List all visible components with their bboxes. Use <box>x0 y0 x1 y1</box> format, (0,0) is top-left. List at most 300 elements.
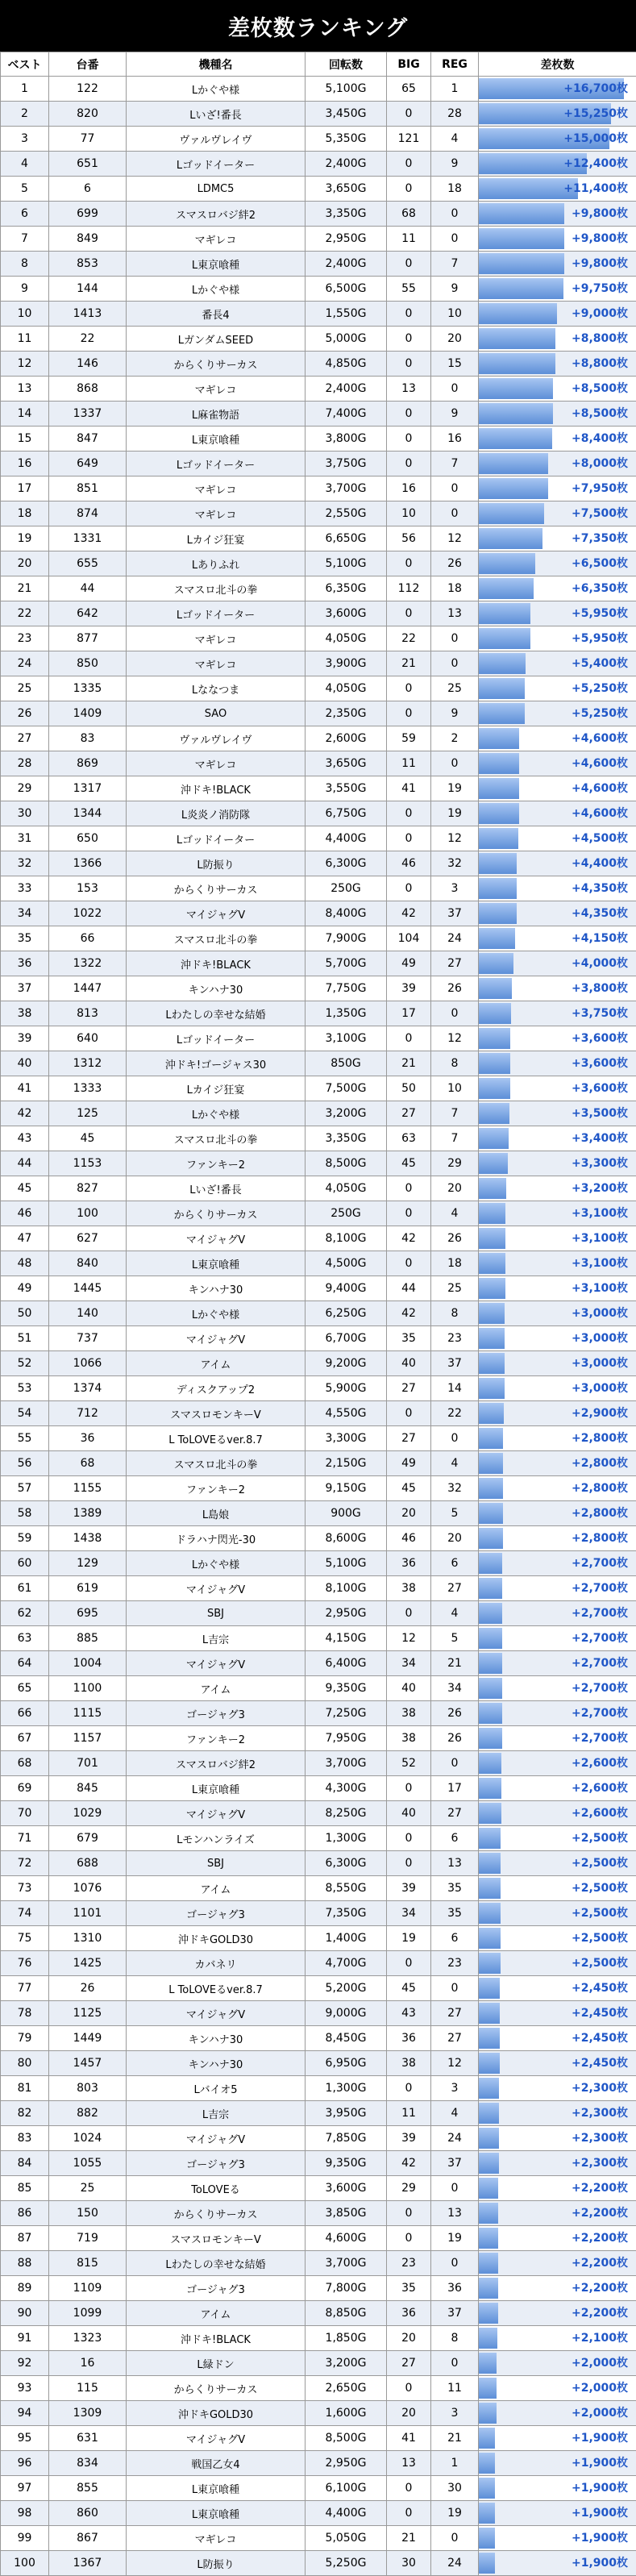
table-row <box>1 1451 636 1476</box>
game-name-cell: ディスクアップ2 <box>127 1376 306 1401</box>
machine-number-cell: 882 <box>49 2101 127 2126</box>
machine-number-cell: 1155 <box>49 1476 127 1501</box>
diff-value: +2,200枚 <box>480 2276 634 2300</box>
rank-cell: 46 <box>1 1201 49 1226</box>
reg-count-cell: 8 <box>431 1301 479 1326</box>
machine-number-cell: 1055 <box>49 2151 127 2176</box>
machine-number-cell: 77 <box>49 127 127 152</box>
reg-count-cell: 19 <box>431 801 479 826</box>
rank-cell: 70 <box>1 1801 49 1826</box>
reg-count-cell: 8 <box>431 1051 479 1076</box>
diff-cell <box>479 1476 636 1501</box>
machine-number-cell: 1389 <box>49 1501 127 1526</box>
rank-cell: 54 <box>1 1401 49 1426</box>
machine-number-cell: 122 <box>49 77 127 102</box>
machine-number-cell: 855 <box>49 2476 127 2501</box>
table-row <box>1 2551 636 2576</box>
game-name-cell: 番長4 <box>127 302 306 327</box>
diff-value: +2,100枚 <box>480 2326 634 2350</box>
ranking-body <box>1 77 636 2576</box>
game-name-cell: Lバイオ5 <box>127 2076 306 2101</box>
table-row <box>1 1876 636 1901</box>
big-count-cell: 27 <box>387 1376 431 1401</box>
reg-count-cell: 27 <box>431 2026 479 2051</box>
table-row <box>1 2126 636 2151</box>
rank-cell: 42 <box>1 1101 49 1126</box>
table-row <box>1 227 636 252</box>
rank-cell: 16 <box>1 452 49 476</box>
diff-cell <box>479 352 636 377</box>
spins-cell: 1,300G <box>306 1826 387 1851</box>
spins-cell: 4,700G <box>306 1951 387 1976</box>
diff-cell <box>479 2376 636 2401</box>
diff-cell <box>479 1751 636 1776</box>
rank-cell: 75 <box>1 1926 49 1951</box>
game-name-cell: スマスロバジ絆2 <box>127 202 306 227</box>
machine-number-cell: 125 <box>49 1101 127 1126</box>
table-row <box>1 302 636 327</box>
machine-number-cell: 1374 <box>49 1376 127 1401</box>
big-count-cell: 0 <box>387 302 431 327</box>
table-row <box>1 2226 636 2251</box>
big-count-cell: 42 <box>387 1301 431 1326</box>
big-count-cell: 45 <box>387 1976 431 2001</box>
big-count-cell: 46 <box>387 1526 431 1551</box>
big-count-cell: 0 <box>387 452 431 476</box>
machine-number-cell: 640 <box>49 1026 127 1051</box>
machine-number-cell: 1366 <box>49 851 127 876</box>
diff-cell <box>479 1776 636 1801</box>
rank-cell: 23 <box>1 626 49 651</box>
rank-cell: 19 <box>1 526 49 551</box>
big-count-cell: 55 <box>387 277 431 302</box>
spins-cell: 7,500G <box>306 1076 387 1101</box>
table-row <box>1 926 636 951</box>
big-count-cell: 19 <box>387 1926 431 1951</box>
diff-cell <box>479 2551 636 2576</box>
game-name-cell: ゴージャグ3 <box>127 1701 306 1726</box>
spins-cell: 4,600G <box>306 2226 387 2251</box>
spins-cell: 9,000G <box>306 2001 387 2026</box>
machine-number-cell: 650 <box>49 826 127 851</box>
spins-cell: 9,350G <box>306 1676 387 1701</box>
game-name-cell: Lいざ!番長 <box>127 1176 306 1201</box>
machine-number-cell: 619 <box>49 1576 127 1601</box>
rank-cell: 71 <box>1 1826 49 1851</box>
big-count-cell: 10 <box>387 501 431 526</box>
reg-count-cell: 4 <box>431 1451 479 1476</box>
reg-count-cell: 17 <box>431 1776 479 1801</box>
diff-cell <box>479 2301 636 2326</box>
rank-cell: 60 <box>1 1551 49 1576</box>
rank-cell: 73 <box>1 1876 49 1901</box>
rank-cell: 32 <box>1 851 49 876</box>
machine-number-cell: 1438 <box>49 1526 127 1551</box>
reg-count-cell: 0 <box>431 202 479 227</box>
diff-cell <box>479 526 636 551</box>
rank-cell: 56 <box>1 1451 49 1476</box>
diff-cell <box>479 2076 636 2101</box>
machine-number-cell: 1125 <box>49 2001 127 2026</box>
game-name-cell: L防振り <box>127 851 306 876</box>
spins-cell: 4,050G <box>306 1176 387 1201</box>
spins-cell: 4,400G <box>306 826 387 851</box>
machine-number-cell: 36 <box>49 1426 127 1451</box>
game-name-cell: ファンキー2 <box>127 1476 306 1501</box>
rank-cell: 100 <box>1 2551 49 2576</box>
spins-cell: 8,500G <box>306 2426 387 2451</box>
machine-number-cell: 25 <box>49 2176 127 2201</box>
big-count-cell: 0 <box>387 826 431 851</box>
big-count-cell: 43 <box>387 2001 431 2026</box>
diff-value: +5,950枚 <box>480 601 634 626</box>
diff-value: +2,600枚 <box>480 1801 634 1825</box>
diff-cell <box>479 1451 636 1476</box>
rank-cell: 91 <box>1 2326 49 2351</box>
reg-count-cell: 0 <box>431 227 479 252</box>
reg-count-cell: 37 <box>431 1351 479 1376</box>
spins-cell: 3,650G <box>306 177 387 202</box>
diff-value: +2,500枚 <box>480 1851 634 1875</box>
spins-cell: 2,600G <box>306 726 387 751</box>
table-row <box>1 601 636 626</box>
machine-number-cell: 26 <box>49 1976 127 2001</box>
big-count-cell: 21 <box>387 2526 431 2551</box>
game-name-cell: からくりサーカス <box>127 2201 306 2226</box>
reg-count-cell: 37 <box>431 2301 479 2326</box>
reg-count-cell: 18 <box>431 177 479 202</box>
machine-number-cell: 853 <box>49 252 127 277</box>
reg-count-cell: 25 <box>431 676 479 701</box>
diff-value: +2,000枚 <box>480 2351 634 2375</box>
diff-cell <box>479 402 636 427</box>
diff-cell <box>479 1176 636 1201</box>
diff-value: +2,800枚 <box>480 1451 634 1475</box>
table-row <box>1 826 636 851</box>
reg-count-cell: 6 <box>431 1826 479 1851</box>
table-row <box>1 2276 636 2301</box>
machine-number-cell: 100 <box>49 1201 127 1226</box>
col-header-spins: 回転数 <box>306 52 387 77</box>
spins-cell: 9,400G <box>306 1276 387 1301</box>
reg-count-cell: 37 <box>431 901 479 926</box>
big-count-cell: 39 <box>387 2126 431 2151</box>
table-row <box>1 1276 636 1301</box>
spins-cell: 3,200G <box>306 1101 387 1126</box>
machine-number-cell: 45 <box>49 1126 127 1151</box>
big-count-cell: 56 <box>387 526 431 551</box>
reg-count-cell: 3 <box>431 2401 479 2426</box>
table-row <box>1 2451 636 2476</box>
diff-cell <box>479 951 636 976</box>
reg-count-cell: 35 <box>431 1901 479 1926</box>
machine-number-cell: 1024 <box>49 2126 127 2151</box>
rank-cell: 22 <box>1 601 49 626</box>
machine-number-cell: 115 <box>49 2376 127 2401</box>
reg-count-cell: 13 <box>431 1851 479 1876</box>
reg-count-cell: 15 <box>431 352 479 377</box>
big-count-cell: 0 <box>387 2476 431 2501</box>
reg-count-cell: 24 <box>431 2551 479 2576</box>
spins-cell: 3,800G <box>306 427 387 452</box>
machine-number-cell: 701 <box>49 1751 127 1776</box>
rank-cell: 9 <box>1 277 49 302</box>
diff-value: +8,000枚 <box>480 452 634 476</box>
reg-count-cell: 0 <box>431 626 479 651</box>
diff-value: +3,000枚 <box>480 1326 634 1350</box>
big-count-cell: 0 <box>387 1176 431 1201</box>
spins-cell: 2,550G <box>306 501 387 526</box>
diff-cell <box>479 277 636 302</box>
spins-cell: 4,150G <box>306 1626 387 1651</box>
spins-cell: 3,600G <box>306 601 387 626</box>
reg-count-cell: 6 <box>431 1926 479 1951</box>
spins-cell: 3,350G <box>306 1126 387 1151</box>
diff-cell <box>479 302 636 327</box>
big-count-cell: 38 <box>387 1701 431 1726</box>
machine-number-cell: 655 <box>49 551 127 576</box>
reg-count-cell: 26 <box>431 1226 479 1251</box>
machine-number-cell: 699 <box>49 202 127 227</box>
table-row <box>1 651 636 676</box>
table-row <box>1 452 636 476</box>
big-count-cell: 11 <box>387 227 431 252</box>
machine-number-cell: 813 <box>49 1001 127 1026</box>
game-name-cell: マイジャグV <box>127 901 306 926</box>
diff-cell <box>479 1001 636 1026</box>
machine-number-cell: 1344 <box>49 801 127 826</box>
machine-number-cell: 1335 <box>49 676 127 701</box>
table-row <box>1 1476 636 1501</box>
big-count-cell: 11 <box>387 2101 431 2126</box>
table-row <box>1 1501 636 1526</box>
machine-number-cell: 860 <box>49 2501 127 2526</box>
table-row <box>1 1326 636 1351</box>
table-row <box>1 2351 636 2376</box>
reg-count-cell: 20 <box>431 327 479 352</box>
reg-count-cell: 24 <box>431 926 479 951</box>
big-count-cell: 0 <box>387 1851 431 1876</box>
spins-cell: 3,350G <box>306 202 387 227</box>
rank-cell: 66 <box>1 1701 49 1726</box>
rank-cell: 49 <box>1 1276 49 1301</box>
diff-value: +2,700枚 <box>480 1676 634 1700</box>
diff-cell <box>479 701 636 726</box>
diff-cell <box>479 476 636 501</box>
big-count-cell: 46 <box>387 851 431 876</box>
rank-cell: 62 <box>1 1601 49 1626</box>
game-name-cell: L ToLOVEるver.8.7 <box>127 1426 306 1451</box>
spins-cell: 7,350G <box>306 1901 387 1926</box>
rank-cell: 81 <box>1 2076 49 2101</box>
diff-cell <box>479 1701 636 1726</box>
diff-value: +2,800枚 <box>480 1501 634 1525</box>
spins-cell: 6,300G <box>306 1851 387 1876</box>
reg-count-cell: 10 <box>431 1076 479 1101</box>
spins-cell: 3,200G <box>306 2351 387 2376</box>
spins-cell: 8,250G <box>306 1801 387 1826</box>
game-name-cell: Lモンハンライズ <box>127 1826 306 1851</box>
reg-count-cell: 13 <box>431 601 479 626</box>
machine-number-cell: 877 <box>49 626 127 651</box>
big-count-cell: 40 <box>387 1676 431 1701</box>
rank-cell: 89 <box>1 2276 49 2301</box>
table-row <box>1 352 636 377</box>
rank-cell: 67 <box>1 1726 49 1751</box>
spins-cell: 3,650G <box>306 751 387 776</box>
diff-cell <box>479 1576 636 1601</box>
spins-cell: 5,100G <box>306 551 387 576</box>
machine-number-cell: 6 <box>49 177 127 202</box>
reg-count-cell: 34 <box>431 1676 479 1701</box>
table-row <box>1 851 636 876</box>
machine-number-cell: 1312 <box>49 1051 127 1076</box>
diff-cell <box>479 1376 636 1401</box>
machine-number-cell: 627 <box>49 1226 127 1251</box>
table-row <box>1 2201 636 2226</box>
big-count-cell: 65 <box>387 77 431 102</box>
reg-count-cell: 12 <box>431 1026 479 1051</box>
diff-value: +2,000枚 <box>480 2401 634 2425</box>
rank-cell: 41 <box>1 1076 49 1101</box>
table-row <box>1 2301 636 2326</box>
reg-count-cell: 0 <box>431 501 479 526</box>
reg-count-cell: 32 <box>431 1476 479 1501</box>
rank-cell: 96 <box>1 2451 49 2476</box>
diff-value: +15,000枚 <box>480 127 634 151</box>
big-count-cell: 0 <box>387 2226 431 2251</box>
diff-value: +2,500枚 <box>480 1951 634 1975</box>
diff-cell <box>479 2426 636 2451</box>
diff-value: +7,500枚 <box>480 501 634 526</box>
machine-number-cell: 631 <box>49 2426 127 2451</box>
game-name-cell: 沖ドキ!BLACK <box>127 776 306 801</box>
diff-cell <box>479 2101 636 2126</box>
machine-number-cell: 1322 <box>49 951 127 976</box>
spins-cell: 6,700G <box>306 1326 387 1351</box>
spins-cell: 2,400G <box>306 377 387 402</box>
diff-value: +2,500枚 <box>480 1826 634 1850</box>
rank-cell: 36 <box>1 951 49 976</box>
diff-value: +16,700枚 <box>480 77 634 101</box>
spins-cell: 1,400G <box>306 1926 387 1951</box>
machine-number-cell: 642 <box>49 601 127 626</box>
rank-cell: 78 <box>1 2001 49 2026</box>
diff-value: +2,700枚 <box>480 1701 634 1725</box>
rank-cell: 44 <box>1 1151 49 1176</box>
reg-count-cell: 0 <box>431 1426 479 1451</box>
game-name-cell: 沖ドキ!ゴージャス30 <box>127 1051 306 1076</box>
machine-number-cell: 1157 <box>49 1726 127 1751</box>
table-row <box>1 152 636 177</box>
reg-count-cell: 0 <box>431 377 479 402</box>
diff-value: +3,600枚 <box>480 1051 634 1076</box>
spins-cell: 4,050G <box>306 626 387 651</box>
diff-value: +2,700枚 <box>480 1576 634 1600</box>
machine-number-cell: 820 <box>49 102 127 127</box>
big-count-cell: 30 <box>387 2551 431 2576</box>
reg-count-cell: 36 <box>431 2276 479 2301</box>
rank-cell: 13 <box>1 377 49 402</box>
reg-count-cell: 0 <box>431 1976 479 2001</box>
game-name-cell: マイジャグV <box>127 2126 306 2151</box>
diff-value: +2,200枚 <box>480 2226 634 2250</box>
game-name-cell: スマスロモンキーV <box>127 2226 306 2251</box>
reg-count-cell: 23 <box>431 1326 479 1351</box>
diff-value: +5,400枚 <box>480 651 634 676</box>
big-count-cell: 0 <box>387 1776 431 1801</box>
rank-cell: 61 <box>1 1576 49 1601</box>
diff-value: +4,600枚 <box>480 726 634 751</box>
ranking-table <box>0 52 636 2576</box>
diff-value: +2,200枚 <box>480 2301 634 2325</box>
rank-cell: 92 <box>1 2351 49 2376</box>
diff-value: +1,900枚 <box>480 2551 634 2575</box>
diff-cell <box>479 1051 636 1076</box>
game-name-cell: マギレコ <box>127 651 306 676</box>
big-count-cell: 0 <box>387 2076 431 2101</box>
table-row <box>1 1801 636 1826</box>
machine-number-cell: 66 <box>49 926 127 951</box>
diff-cell <box>479 2251 636 2276</box>
game-name-cell: マギレコ <box>127 2526 306 2551</box>
big-count-cell: 42 <box>387 2151 431 2176</box>
table-row <box>1 1126 636 1151</box>
reg-count-cell: 23 <box>431 1951 479 1976</box>
big-count-cell: 22 <box>387 626 431 651</box>
spins-cell: 4,050G <box>306 676 387 701</box>
game-name-cell: Lかぐや様 <box>127 1551 306 1576</box>
spins-cell: 6,500G <box>306 277 387 302</box>
spins-cell: 3,850G <box>306 2201 387 2226</box>
table-row <box>1 1826 636 1851</box>
reg-count-cell: 21 <box>431 2426 479 2451</box>
diff-cell <box>479 1351 636 1376</box>
diff-value: +2,700枚 <box>480 1601 634 1625</box>
game-name-cell: アイム <box>127 1351 306 1376</box>
spins-cell: 5,250G <box>306 2551 387 2576</box>
rank-cell: 6 <box>1 202 49 227</box>
game-name-cell: マイジャグV <box>127 1576 306 1601</box>
table-row <box>1 402 636 427</box>
rank-cell: 52 <box>1 1351 49 1376</box>
diff-value: +2,600枚 <box>480 1751 634 1775</box>
game-name-cell: アイム <box>127 1876 306 1901</box>
diff-value: +5,250枚 <box>480 676 634 701</box>
spins-cell: 5,700G <box>306 951 387 976</box>
spins-cell: 3,700G <box>306 2251 387 2276</box>
rank-cell: 24 <box>1 651 49 676</box>
table-row <box>1 2526 636 2551</box>
spins-cell: 6,250G <box>306 1301 387 1326</box>
machine-number-cell: 849 <box>49 227 127 252</box>
machine-number-cell: 712 <box>49 1401 127 1426</box>
big-count-cell: 34 <box>387 1901 431 1926</box>
machine-number-cell: 1331 <box>49 526 127 551</box>
table-row <box>1 701 636 726</box>
diff-cell <box>479 1226 636 1251</box>
game-name-cell: LDMC5 <box>127 177 306 202</box>
diff-value: +2,800枚 <box>480 1476 634 1500</box>
table-row <box>1 1976 636 2001</box>
diff-cell <box>479 227 636 252</box>
game-name-cell: L島娘 <box>127 1501 306 1526</box>
big-count-cell: 0 <box>387 2376 431 2401</box>
big-count-cell: 20 <box>387 1501 431 1526</box>
game-name-cell: スマスロ北斗の拳 <box>127 926 306 951</box>
reg-count-cell: 9 <box>431 402 479 427</box>
game-name-cell: Lカイジ狂宴 <box>127 1076 306 1101</box>
